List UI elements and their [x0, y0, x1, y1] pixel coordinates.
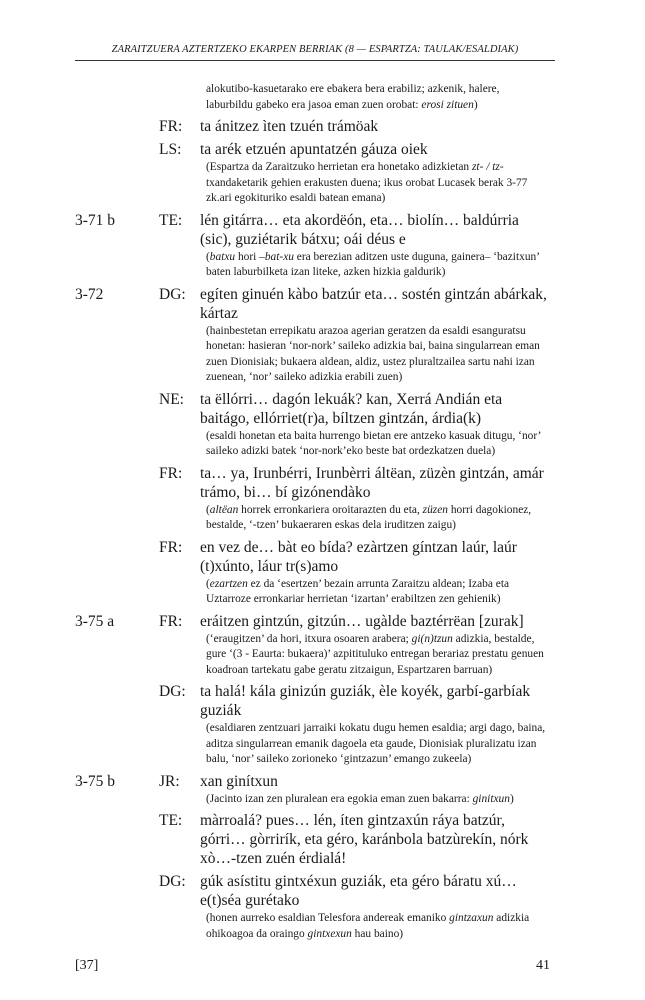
example-reference: 3-75 b: [75, 772, 116, 790]
transcript-entry: [0, 140, 645, 207]
running-header: ZARAITZUERA AZTERTZEKO EKARPEN BERRIAK (8 — ESPARTZA: TAULAK/ESALDIAK): [111, 44, 519, 55]
utterance-text: gúk asístitu gintxéxun guziák, eta géro báratu xú… e(t)séa gurétako: [200, 873, 517, 909]
speaker-code: TE:: [159, 812, 183, 829]
example-reference: 3-71 b: [75, 211, 116, 229]
transcript-entry: [0, 117, 645, 136]
speaker-code: FR:: [159, 538, 183, 556]
commentary-note: (esaldi honetan eta baita hurrengo bietan ere antzeko kasuak ditugu, ‘nor’ saileko adizki batek ‘nor-nork’eko beste bat ordezkatzen duela): [206, 429, 541, 457]
commentary-note: (altëan horrek erronkariera oroitarazten du eta, züzen horri dagokionez, bestalde, ‘-tzen’ bukaeraren eskas dela iruditzen zaigu): [206, 503, 532, 531]
utterance-text: ta… ya, Irunbérri, Irunbèrri áltëan, züzèn gintzán, amár trámo, bi… bí gizónendàko: [200, 464, 544, 501]
commentary-note: (hainbestetan errepikatu arazoa agerian geratzen da esaldi esanguratsu honetan: hasieran ‘nor-nork’ saileko adizkia bai, baina singularrean eman zuen Dionisiak; bukaera aldean, aldiz, ustez pluraltzailea sartu nahi izan zuenean, ‘nor’ saileko adizkia erabili zuen): [206, 324, 540, 383]
utterance-text: eráitzen gintzún, gitzún… ugàlde baztérrëan [zurak]: [200, 612, 524, 630]
transcript-entry: [0, 772, 645, 808]
header-rule: [75, 60, 555, 61]
transcript-entry: [0, 285, 645, 386]
utterance-text: ta halá! kála ginizún guziák, èle koyék, garbí-garbíak guziák: [200, 683, 531, 719]
speaker-code: FR:: [159, 118, 183, 135]
commentary-note: (esaldiaren zentzuari jarraiki kokatu dugu hemen esaldia; argi dago, baina, aditza singularrean emanik dagoela eta gaude, Dionisiak pluralizatu izan balu, ‘nor’ saileko zorioneko ‘gintzazun’ emango zukeela): [206, 722, 546, 765]
example-reference: 3-75 a: [75, 612, 115, 630]
speaker-code: FR:: [159, 612, 183, 630]
utterance-text: ta ëllórri… dagón lekuák? kan, Xerrá Andián eta baitágo, ellórriet(r)a, bíltzen gintzán, árdia(k): [200, 390, 503, 427]
transcript-entry: [0, 538, 645, 608]
commentary-note: (Jacinto izan zen pluralean era egokia eman zuen bakarra: ginitxun): [206, 792, 514, 805]
utterance-text: ta ánitzez ìten tzuén trámöak: [200, 118, 379, 135]
commentary-note: (ezartzen ez da ‘esertzen’ bezain arrunta Zaraitzu aldean; Izaba eta Uztarroze erronkariar herrietan ‘izartan’ erabiltzen zen gehienik): [206, 577, 510, 605]
transcript-entry: [0, 682, 645, 768]
transcript-body: [0, 78, 645, 945]
commentary-note: (batxu hori –bat-xu era berezian aditzen uste duguna, gainera– ‘bazitxun’ baten laburbilketa izan liteke, azken hizkia galdurik): [206, 250, 540, 278]
utterance-text: lén gitárra… eta akordëón, eta… biolín… baldúrria (sic), guziétarik bátxu; oái déus e: [200, 211, 519, 248]
transcript-entry: [0, 872, 645, 942]
transcript-entry: [0, 464, 645, 534]
speaker-code: DG:: [159, 683, 186, 700]
speaker-code: DG:: [159, 285, 186, 303]
commentary-note: (‘eraugitzen’ da hori, itxura osoaren arabera; gi(n)tzun adizkia, bestalde, gure ‘(3 - Eaurta: bukaera)’ azpitituluko entregan berariaz prestatu genuen koadroan tartekatu gabe geratu zitzaigun, Espartzaren barruan): [206, 632, 544, 676]
page-number: 41: [536, 958, 550, 973]
transcript-entry: [0, 211, 645, 281]
transcript-entry: [0, 612, 645, 679]
speaker-code: FR:: [159, 464, 183, 482]
example-reference: 3-72: [75, 285, 104, 303]
speaker-code: JR:: [159, 772, 180, 790]
commentary-note: (honen aurreko esaldian Telesfora andereak emaniko gintzaxun adizkia ohikoagoa da oraingo gintxexun hau baino): [206, 912, 530, 940]
commentary-note: (Espartza da Zaraitzuko herrietan era honetako adizkietan zt- / tz- txandaketarik gehien erakusten duena; ikus orobat Lucasek berak 3-77 zk.ari egokituriko esaldi batean emana): [206, 161, 528, 204]
transcript-entry: [0, 811, 645, 868]
utterance-text: xan ginítxun: [200, 772, 278, 790]
utterance-text: màrroalá? pues… lén, íten gintzaxún ráya batzúr, górri… gòrrirík, eta géro, karánbola batzùrekín, nórk xò…-tzen zuén érdialá!: [200, 812, 529, 867]
page-bracket-number: [37]: [75, 958, 99, 973]
speaker-code: LS:: [159, 141, 182, 158]
speaker-code: NE:: [159, 390, 184, 408]
utterance-text: ta arék etzuén apuntatzén gáuza oiek: [200, 141, 428, 158]
transcript-entry: [0, 390, 645, 460]
utterance-text: egíten ginuén kàbo batzúr eta… sostén gintzán abárkak, kártaz: [200, 285, 547, 322]
speaker-code: TE:: [159, 211, 183, 229]
speaker-code: DG:: [159, 873, 186, 890]
transcript-entry: [0, 82, 645, 113]
utterance-text: en vez de… bàt eo bída? ezàrtzen gíntzan laúr, laúr (t)xúnto, láur tr(s)amo: [200, 538, 517, 575]
commentary-note: alokutibo-kasuetarako ere ebakera bera erabiliz; azkenik, halere, laburbildu gabeko era jasoa eman zuen orobat: erosi zituen): [206, 83, 500, 111]
